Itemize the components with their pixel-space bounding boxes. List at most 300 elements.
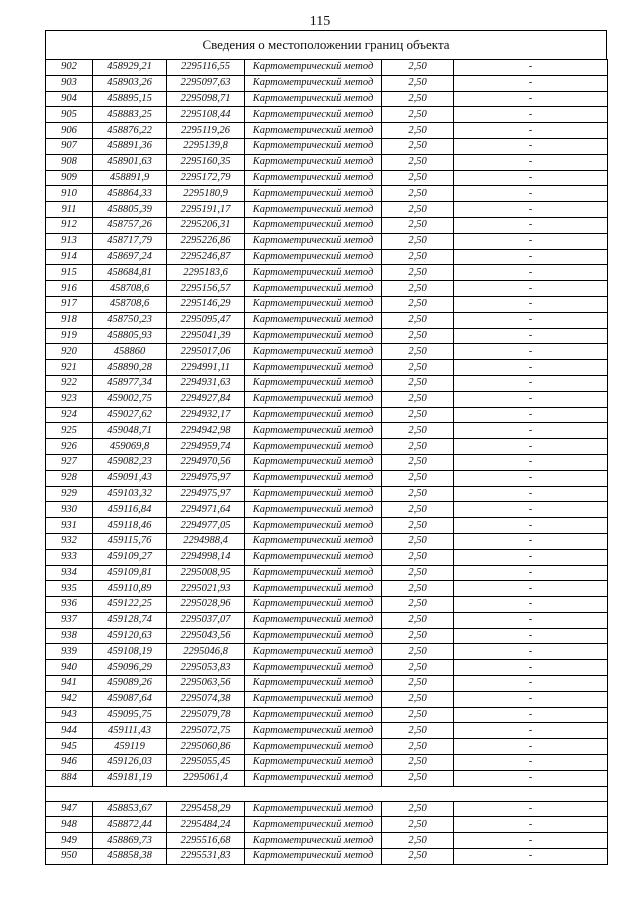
table-row — [46, 817, 608, 833]
x-coordinate-cell: 459109,81 — [93, 565, 167, 581]
method-cell: Картометрический метод — [245, 849, 382, 865]
point-number-cell: 925 — [46, 423, 93, 439]
x-coordinate-cell: 458717,79 — [93, 233, 167, 249]
description-cell: - — [454, 265, 608, 281]
y-coordinate-cell: 2295160,35 — [167, 154, 245, 170]
method-cell: Картометрический метод — [245, 123, 382, 139]
method-cell: Картометрический метод — [245, 707, 382, 723]
point-number-cell: 904 — [46, 91, 93, 107]
y-coordinate-cell: 2295183,6 — [167, 265, 245, 281]
y-coordinate-cell: 2295063,56 — [167, 676, 245, 692]
method-cell: Картометрический метод — [245, 739, 382, 755]
x-coordinate-cell: 459103,32 — [93, 486, 167, 502]
description-cell: - — [454, 439, 608, 455]
method-cell: Картометрический метод — [245, 423, 382, 439]
table-row — [46, 138, 608, 154]
table-row — [46, 281, 608, 297]
description-cell: - — [454, 312, 608, 328]
x-coordinate-cell: 458872,44 — [93, 817, 167, 833]
accuracy-cell: 2,50 — [382, 597, 454, 613]
method-cell: Картометрический метод — [245, 265, 382, 281]
method-cell: Картометрический метод — [245, 186, 382, 202]
method-cell: Картометрический метод — [245, 439, 382, 455]
y-coordinate-cell: 2295139,8 — [167, 138, 245, 154]
table-row — [46, 107, 608, 123]
y-coordinate-cell: 2295116,55 — [167, 60, 245, 76]
method-cell: Картометрический метод — [245, 770, 382, 786]
table-row — [46, 770, 608, 786]
point-number-cell: 906 — [46, 123, 93, 139]
coordinates-sheet — [45, 30, 607, 865]
description-cell: - — [454, 549, 608, 565]
accuracy-cell: 2,50 — [382, 123, 454, 139]
description-cell: - — [454, 707, 608, 723]
y-coordinate-cell: 2295246,87 — [167, 249, 245, 265]
accuracy-cell: 2,50 — [382, 217, 454, 233]
description-cell: - — [454, 186, 608, 202]
point-number-cell: 915 — [46, 265, 93, 281]
point-number-cell: 939 — [46, 644, 93, 660]
x-coordinate-cell: 459116,84 — [93, 502, 167, 518]
description-cell: - — [454, 676, 608, 692]
table-row — [46, 312, 608, 328]
method-cell: Картометрический метод — [245, 281, 382, 297]
point-number-cell: 924 — [46, 407, 93, 423]
x-coordinate-cell: 458891,9 — [93, 170, 167, 186]
accuracy-cell: 2,50 — [382, 581, 454, 597]
y-coordinate-cell: 2294927,84 — [167, 391, 245, 407]
point-number-cell: 903 — [46, 75, 93, 91]
point-number-cell: 913 — [46, 233, 93, 249]
x-coordinate-cell: 459115,76 — [93, 533, 167, 549]
accuracy-cell: 2,50 — [382, 233, 454, 249]
x-coordinate-cell: 459126,03 — [93, 755, 167, 771]
method-cell: Картометрический метод — [245, 375, 382, 391]
table-row — [46, 170, 608, 186]
table-row — [46, 676, 608, 692]
method-cell: Картометрический метод — [245, 723, 382, 739]
y-coordinate-cell: 2295021,93 — [167, 581, 245, 597]
method-cell: Картометрический метод — [245, 470, 382, 486]
y-coordinate-cell: 2295028,96 — [167, 597, 245, 613]
coordinates-table-body — [46, 60, 608, 865]
y-coordinate-cell: 2294977,05 — [167, 518, 245, 534]
accuracy-cell: 2,50 — [382, 691, 454, 707]
description-cell: - — [454, 770, 608, 786]
table-row — [46, 502, 608, 518]
table-title: Сведения о местоположении границ объекта — [45, 30, 607, 59]
table-row — [46, 691, 608, 707]
point-number-cell: 935 — [46, 581, 93, 597]
point-number-cell: 942 — [46, 691, 93, 707]
y-coordinate-cell: 2295156,57 — [167, 281, 245, 297]
description-cell: - — [454, 281, 608, 297]
accuracy-cell: 2,50 — [382, 391, 454, 407]
description-cell: - — [454, 360, 608, 376]
method-cell: Картометрический метод — [245, 581, 382, 597]
point-number-cell: 923 — [46, 391, 93, 407]
table-row — [46, 549, 608, 565]
table-row — [46, 296, 608, 312]
description-cell: - — [454, 154, 608, 170]
y-coordinate-cell: 2295172,79 — [167, 170, 245, 186]
table-row — [46, 217, 608, 233]
method-cell: Картометрический метод — [245, 801, 382, 817]
point-number-cell: 914 — [46, 249, 93, 265]
method-cell: Картометрический метод — [245, 328, 382, 344]
y-coordinate-cell: 2295017,06 — [167, 344, 245, 360]
table-row — [46, 486, 608, 502]
y-coordinate-cell: 2295531,83 — [167, 849, 245, 865]
y-coordinate-cell: 2294959,74 — [167, 439, 245, 455]
accuracy-cell: 2,50 — [382, 660, 454, 676]
point-number-cell: 909 — [46, 170, 93, 186]
accuracy-cell: 2,50 — [382, 849, 454, 865]
y-coordinate-cell: 2294975,97 — [167, 470, 245, 486]
point-number-cell: 930 — [46, 502, 93, 518]
y-coordinate-cell: 2295079,78 — [167, 707, 245, 723]
x-coordinate-cell: 459110,89 — [93, 581, 167, 597]
point-number-cell: 920 — [46, 344, 93, 360]
accuracy-cell: 2,50 — [382, 407, 454, 423]
description-cell: - — [454, 628, 608, 644]
accuracy-cell: 2,50 — [382, 676, 454, 692]
method-cell: Картометрический метод — [245, 202, 382, 218]
description-cell: - — [454, 375, 608, 391]
x-coordinate-cell: 459120,63 — [93, 628, 167, 644]
x-coordinate-cell: 459087,64 — [93, 691, 167, 707]
accuracy-cell: 2,50 — [382, 91, 454, 107]
accuracy-cell: 2,50 — [382, 202, 454, 218]
point-number-cell: 912 — [46, 217, 93, 233]
table-row — [46, 202, 608, 218]
point-number-cell: 927 — [46, 454, 93, 470]
point-number-cell: 931 — [46, 518, 93, 534]
x-coordinate-cell: 459027,62 — [93, 407, 167, 423]
x-coordinate-cell: 458869,73 — [93, 833, 167, 849]
point-number-cell: 944 — [46, 723, 93, 739]
table-row — [46, 75, 608, 91]
y-coordinate-cell: 2295516,68 — [167, 833, 245, 849]
description-cell: - — [454, 391, 608, 407]
accuracy-cell: 2,50 — [382, 186, 454, 202]
x-coordinate-cell: 459096,29 — [93, 660, 167, 676]
x-coordinate-cell: 459109,27 — [93, 549, 167, 565]
method-cell: Картометрический метод — [245, 597, 382, 613]
method-cell: Картометрический метод — [245, 91, 382, 107]
table-row — [46, 328, 608, 344]
y-coordinate-cell: 2294931,63 — [167, 375, 245, 391]
y-coordinate-cell: 2294991,11 — [167, 360, 245, 376]
y-coordinate-cell: 2294998,14 — [167, 549, 245, 565]
point-number-cell: 941 — [46, 676, 93, 692]
description-cell: - — [454, 91, 608, 107]
point-number-cell: 929 — [46, 486, 93, 502]
description-cell: - — [454, 470, 608, 486]
method-cell: Картометрический метод — [245, 138, 382, 154]
description-cell: - — [454, 644, 608, 660]
x-coordinate-cell: 459108,19 — [93, 644, 167, 660]
y-coordinate-cell: 2295458,29 — [167, 801, 245, 817]
description-cell: - — [454, 217, 608, 233]
description-cell: - — [454, 502, 608, 518]
point-number-cell: 946 — [46, 755, 93, 771]
method-cell: Картометрический метод — [245, 454, 382, 470]
x-coordinate-cell: 459048,71 — [93, 423, 167, 439]
x-coordinate-cell: 459118,46 — [93, 518, 167, 534]
group-separator-cell — [46, 786, 608, 801]
accuracy-cell: 2,50 — [382, 296, 454, 312]
point-number-cell: 908 — [46, 154, 93, 170]
method-cell: Картометрический метод — [245, 533, 382, 549]
table-row — [46, 755, 608, 771]
description-cell: - — [454, 170, 608, 186]
description-cell: - — [454, 107, 608, 123]
description-cell: - — [454, 75, 608, 91]
method-cell: Картометрический метод — [245, 644, 382, 660]
table-row — [46, 360, 608, 376]
method-cell: Картометрический метод — [245, 833, 382, 849]
method-cell: Картометрический метод — [245, 75, 382, 91]
accuracy-cell: 2,50 — [382, 801, 454, 817]
x-coordinate-cell: 458891,36 — [93, 138, 167, 154]
method-cell: Картометрический метод — [245, 217, 382, 233]
table-row — [46, 518, 608, 534]
accuracy-cell: 2,50 — [382, 565, 454, 581]
group-separator-row — [46, 786, 608, 801]
description-cell: - — [454, 328, 608, 344]
point-number-cell: 950 — [46, 849, 93, 865]
point-number-cell: 928 — [46, 470, 93, 486]
x-coordinate-cell: 459089,26 — [93, 676, 167, 692]
table-row — [46, 344, 608, 360]
table-row — [46, 123, 608, 139]
table-row — [46, 407, 608, 423]
point-number-cell: 902 — [46, 60, 93, 76]
description-cell: - — [454, 833, 608, 849]
x-coordinate-cell: 458901,63 — [93, 154, 167, 170]
y-coordinate-cell: 2295008,95 — [167, 565, 245, 581]
table-row — [46, 628, 608, 644]
accuracy-cell: 2,50 — [382, 265, 454, 281]
description-cell: - — [454, 296, 608, 312]
y-coordinate-cell: 2295119,26 — [167, 123, 245, 139]
table-row — [46, 597, 608, 613]
y-coordinate-cell: 2294932,17 — [167, 407, 245, 423]
method-cell: Картометрический метод — [245, 312, 382, 328]
x-coordinate-cell: 458895,15 — [93, 91, 167, 107]
table-row — [46, 801, 608, 817]
point-number-cell: 910 — [46, 186, 93, 202]
point-number-cell: 884 — [46, 770, 93, 786]
method-cell: Картометрический метод — [245, 407, 382, 423]
y-coordinate-cell: 2294975,97 — [167, 486, 245, 502]
description-cell: - — [454, 597, 608, 613]
x-coordinate-cell: 459128,74 — [93, 612, 167, 628]
x-coordinate-cell: 459111,43 — [93, 723, 167, 739]
page-number: 115 — [309, 14, 331, 29]
accuracy-cell: 2,50 — [382, 707, 454, 723]
accuracy-cell: 2,50 — [382, 360, 454, 376]
description-cell: - — [454, 407, 608, 423]
accuracy-cell: 2,50 — [382, 344, 454, 360]
x-coordinate-cell: 458883,25 — [93, 107, 167, 123]
table-row — [46, 233, 608, 249]
point-number-cell: 945 — [46, 739, 93, 755]
description-cell: - — [454, 849, 608, 865]
accuracy-cell: 2,50 — [382, 612, 454, 628]
point-number-cell: 916 — [46, 281, 93, 297]
table-row — [46, 581, 608, 597]
x-coordinate-cell: 458858,38 — [93, 849, 167, 865]
y-coordinate-cell: 2295191,17 — [167, 202, 245, 218]
point-number-cell: 947 — [46, 801, 93, 817]
accuracy-cell: 2,50 — [382, 281, 454, 297]
y-coordinate-cell: 2295095,47 — [167, 312, 245, 328]
accuracy-cell: 2,50 — [382, 328, 454, 344]
point-number-cell: 917 — [46, 296, 93, 312]
accuracy-cell: 2,50 — [382, 439, 454, 455]
description-cell: - — [454, 138, 608, 154]
accuracy-cell: 2,50 — [382, 312, 454, 328]
y-coordinate-cell: 2294942,98 — [167, 423, 245, 439]
point-number-cell: 943 — [46, 707, 93, 723]
accuracy-cell: 2,50 — [382, 60, 454, 76]
accuracy-cell: 2,50 — [382, 470, 454, 486]
description-cell: - — [454, 660, 608, 676]
x-coordinate-cell: 458853,67 — [93, 801, 167, 817]
x-coordinate-cell: 458876,22 — [93, 123, 167, 139]
description-cell: - — [454, 202, 608, 218]
point-number-cell: 948 — [46, 817, 93, 833]
method-cell: Картометрический метод — [245, 60, 382, 76]
method-cell: Картометрический метод — [245, 612, 382, 628]
method-cell: Картометрический метод — [245, 628, 382, 644]
x-coordinate-cell: 458860 — [93, 344, 167, 360]
y-coordinate-cell: 2294971,64 — [167, 502, 245, 518]
x-coordinate-cell: 458708,6 — [93, 281, 167, 297]
description-cell: - — [454, 518, 608, 534]
x-coordinate-cell: 458890,28 — [93, 360, 167, 376]
table-row — [46, 739, 608, 755]
method-cell: Картометрический метод — [245, 233, 382, 249]
method-cell: Картометрический метод — [245, 565, 382, 581]
y-coordinate-cell: 2295097,63 — [167, 75, 245, 91]
y-coordinate-cell: 2295053,83 — [167, 660, 245, 676]
accuracy-cell: 2,50 — [382, 249, 454, 265]
accuracy-cell: 2,50 — [382, 502, 454, 518]
method-cell: Картометрический метод — [245, 755, 382, 771]
description-cell: - — [454, 691, 608, 707]
description-cell: - — [454, 249, 608, 265]
y-coordinate-cell: 2295060,86 — [167, 739, 245, 755]
x-coordinate-cell: 458708,6 — [93, 296, 167, 312]
table-row — [46, 533, 608, 549]
y-coordinate-cell: 2295108,44 — [167, 107, 245, 123]
method-cell: Картометрический метод — [245, 486, 382, 502]
description-cell: - — [454, 755, 608, 771]
table-row — [46, 849, 608, 865]
table-row — [46, 833, 608, 849]
point-number-cell: 937 — [46, 612, 93, 628]
accuracy-cell: 2,50 — [382, 518, 454, 534]
y-coordinate-cell: 2294988,4 — [167, 533, 245, 549]
table-row — [46, 723, 608, 739]
table-row — [46, 644, 608, 660]
x-coordinate-cell: 459122,25 — [93, 597, 167, 613]
table-row — [46, 375, 608, 391]
accuracy-cell: 2,50 — [382, 644, 454, 660]
description-cell: - — [454, 801, 608, 817]
point-number-cell: 922 — [46, 375, 93, 391]
description-cell: - — [454, 612, 608, 628]
y-coordinate-cell: 2295206,31 — [167, 217, 245, 233]
x-coordinate-cell: 459095,75 — [93, 707, 167, 723]
point-number-cell: 921 — [46, 360, 93, 376]
description-cell: - — [454, 123, 608, 139]
table-row — [46, 660, 608, 676]
x-coordinate-cell: 459069,8 — [93, 439, 167, 455]
x-coordinate-cell: 458805,39 — [93, 202, 167, 218]
accuracy-cell: 2,50 — [382, 375, 454, 391]
accuracy-cell: 2,50 — [382, 486, 454, 502]
y-coordinate-cell: 2295055,45 — [167, 755, 245, 771]
y-coordinate-cell: 2295074,38 — [167, 691, 245, 707]
method-cell: Картометрический метод — [245, 154, 382, 170]
y-coordinate-cell: 2295037,07 — [167, 612, 245, 628]
accuracy-cell: 2,50 — [382, 817, 454, 833]
description-cell: - — [454, 565, 608, 581]
accuracy-cell: 2,50 — [382, 755, 454, 771]
method-cell: Картометрический метод — [245, 518, 382, 534]
table-row — [46, 439, 608, 455]
coordinates-table — [45, 59, 608, 865]
accuracy-cell: 2,50 — [382, 170, 454, 186]
x-coordinate-cell: 458697,24 — [93, 249, 167, 265]
point-number-cell: 907 — [46, 138, 93, 154]
x-coordinate-cell: 458684,81 — [93, 265, 167, 281]
point-number-cell: 918 — [46, 312, 93, 328]
description-cell: - — [454, 723, 608, 739]
table-row — [46, 249, 608, 265]
accuracy-cell: 2,50 — [382, 770, 454, 786]
accuracy-cell: 2,50 — [382, 549, 454, 565]
table-row — [46, 612, 608, 628]
method-cell: Картометрический метод — [245, 360, 382, 376]
table-row — [46, 265, 608, 281]
description-cell: - — [454, 423, 608, 439]
method-cell: Картометрический метод — [245, 660, 382, 676]
method-cell: Картометрический метод — [245, 391, 382, 407]
x-coordinate-cell: 458903,26 — [93, 75, 167, 91]
method-cell: Картометрический метод — [245, 344, 382, 360]
description-cell: - — [454, 533, 608, 549]
table-row — [46, 423, 608, 439]
point-number-cell: 926 — [46, 439, 93, 455]
description-cell: - — [454, 344, 608, 360]
y-coordinate-cell: 2295041,39 — [167, 328, 245, 344]
table-row — [46, 470, 608, 486]
x-coordinate-cell: 459082,23 — [93, 454, 167, 470]
accuracy-cell: 2,50 — [382, 739, 454, 755]
accuracy-cell: 2,50 — [382, 723, 454, 739]
y-coordinate-cell: 2295180,9 — [167, 186, 245, 202]
description-cell: - — [454, 739, 608, 755]
y-coordinate-cell: 2295226,86 — [167, 233, 245, 249]
x-coordinate-cell: 458805,93 — [93, 328, 167, 344]
y-coordinate-cell: 2295072,75 — [167, 723, 245, 739]
table-row — [46, 186, 608, 202]
